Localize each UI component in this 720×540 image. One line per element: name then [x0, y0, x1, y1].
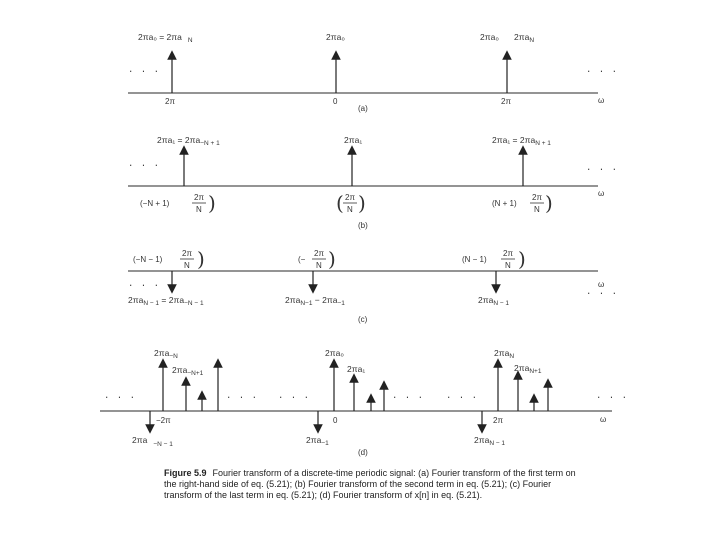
svg-text:N: N	[534, 205, 540, 214]
svg-text:(N + 1): (N + 1)	[492, 199, 517, 208]
panel-b-tick-right	[492, 191, 553, 215]
panel-c-dots-right: · · ·	[586, 289, 619, 299]
svg-text:2π: 2π	[182, 249, 192, 258]
svg-text:(: (	[336, 191, 344, 215]
panel-a-tick-left: 2π	[165, 97, 175, 106]
panel-d-omega: ω	[600, 415, 607, 424]
svg-text:N: N	[347, 205, 353, 214]
caption-text: Fourier transform of a discrete-time periodic signal: (a) Fourier transform of the first term on the right-hand side of eq. (5.21); (b) Fourier transform of the second term in eq. (5.21); (c) Fourier transform of the last term in eq. (5.21); (d) Fourier transform of x[n] in eq. (5.21).	[164, 468, 576, 500]
panel-d-tick-mid: 0	[333, 416, 338, 425]
svg-text:): )	[208, 191, 216, 215]
svg-text:(−: (−	[298, 255, 306, 264]
svg-text:2π: 2π	[532, 193, 542, 202]
panel-b-label: (b)	[358, 221, 368, 230]
panel-a-label: (a)	[358, 104, 368, 113]
panel-b-amp-right: $2\pi a_1 = 2\pi a_{N + 1}$	[492, 135, 551, 147]
svg-text:N: N	[316, 261, 322, 270]
panel-c-omega: ω	[598, 280, 605, 289]
panel-a-omega: ω	[598, 96, 605, 105]
panel-c-tick-mid	[298, 247, 336, 271]
svg-text:N: N	[196, 205, 202, 214]
panel-d-tick-left: −2π	[156, 416, 171, 425]
panel-d-amp-right-top: $2\pi a_N$	[494, 348, 515, 360]
panel-a-tick-right: 2π	[501, 97, 511, 106]
panel-b-amp-left: $2\pi a_1 = 2\pi a_{-N + 1}$	[157, 135, 220, 147]
panel-d-label: (d)	[358, 448, 368, 457]
panel-c-amp-mid: $2\pi a_{N-1} - 2\pi a_{-1}$	[285, 295, 345, 307]
panel-c-tick-left	[133, 247, 205, 271]
panel-b-tick-mid	[336, 191, 366, 215]
figure-caption	[164, 468, 584, 501]
svg-text:(−N − 1): (−N − 1)	[133, 255, 163, 264]
panel-d-amp-left-bottom: 2πa $_{-N - 1}$	[132, 435, 173, 448]
panel-b	[128, 135, 618, 230]
panel-b-dots-right: · · ·	[586, 165, 619, 175]
panel-d-dots-5: · · ·	[446, 393, 479, 403]
panel-a-dots-left: · · ·	[128, 67, 161, 77]
panel-a-amp-left: 2πa₀ = 2πa $_N$	[138, 32, 193, 44]
panel-a-amp-right-a: 2πa₀	[480, 32, 499, 42]
panel-d	[100, 348, 628, 457]
panel-b-dots-left: · · ·	[128, 161, 161, 171]
panel-d-dots-1: · · ·	[104, 393, 137, 403]
svg-text:): )	[358, 191, 366, 215]
svg-text:(N − 1): (N − 1)	[462, 255, 487, 264]
svg-text:2π: 2π	[314, 249, 324, 258]
svg-text:2π: 2π	[503, 249, 513, 258]
panel-b-omega: ω	[598, 189, 605, 198]
svg-text:2π: 2π	[345, 193, 355, 202]
svg-text:(−N + 1): (−N + 1)	[140, 199, 170, 208]
svg-text:N: N	[505, 261, 511, 270]
panel-d-amp-mid-top: 2πa₀	[325, 348, 344, 358]
panel-a-dots-right: · · ·	[586, 67, 619, 77]
panel-d-dots-3: · · ·	[278, 393, 311, 403]
svg-text:): )	[545, 191, 553, 215]
svg-text:N: N	[184, 261, 190, 270]
panel-c-amp-right: $2\pi a_{N - 1}$	[478, 295, 510, 307]
panel-c-label: (c)	[358, 315, 368, 324]
panel-b-tick-left	[140, 191, 216, 215]
panel-d-amp-mid-bottom: $2\pi a_{-1}$	[306, 435, 329, 447]
panel-a	[128, 32, 618, 113]
svg-text:2π: 2π	[194, 193, 204, 202]
svg-text:): )	[197, 247, 205, 271]
panel-d-amp-right-2: $2\pi a_{N+1}$	[514, 363, 542, 375]
panel-d-amp-left-top: $2\pi a_{-N}$	[154, 348, 178, 360]
svg-text:): )	[328, 247, 336, 271]
panel-c-amp-left: $2\pi a_{N - 1} = 2\pi a_{-N - 1}$	[128, 295, 204, 307]
panel-d-tick-right: 2π	[493, 416, 503, 425]
panel-d-dots-6: · · ·	[596, 393, 629, 403]
panel-d-dots-2: · · ·	[226, 393, 259, 403]
figure-label: Figure 5.9	[164, 468, 207, 478]
panel-d-dots-4: · · ·	[392, 393, 425, 403]
panel-b-amp-mid: 2πa₁	[344, 135, 363, 145]
panel-d-amp-left-2: $2\pi a_{-N+1}$	[172, 365, 204, 377]
panel-d-amp-mid-2: 2πa₁	[347, 364, 366, 374]
panel-d-amp-right-bottom: $2\pi a_{N - 1}$	[474, 435, 506, 447]
panel-c-dots-left: · · ·	[128, 281, 161, 291]
panel-a-tick-mid: 0	[333, 97, 338, 106]
panel-a-amp-mid: 2πa₀	[326, 32, 345, 42]
svg-text:): )	[518, 247, 526, 271]
panel-c-tick-right	[462, 247, 526, 271]
panel-c	[128, 247, 618, 324]
panel-a-amp-right-b: $2\pi a_N$	[514, 32, 535, 44]
